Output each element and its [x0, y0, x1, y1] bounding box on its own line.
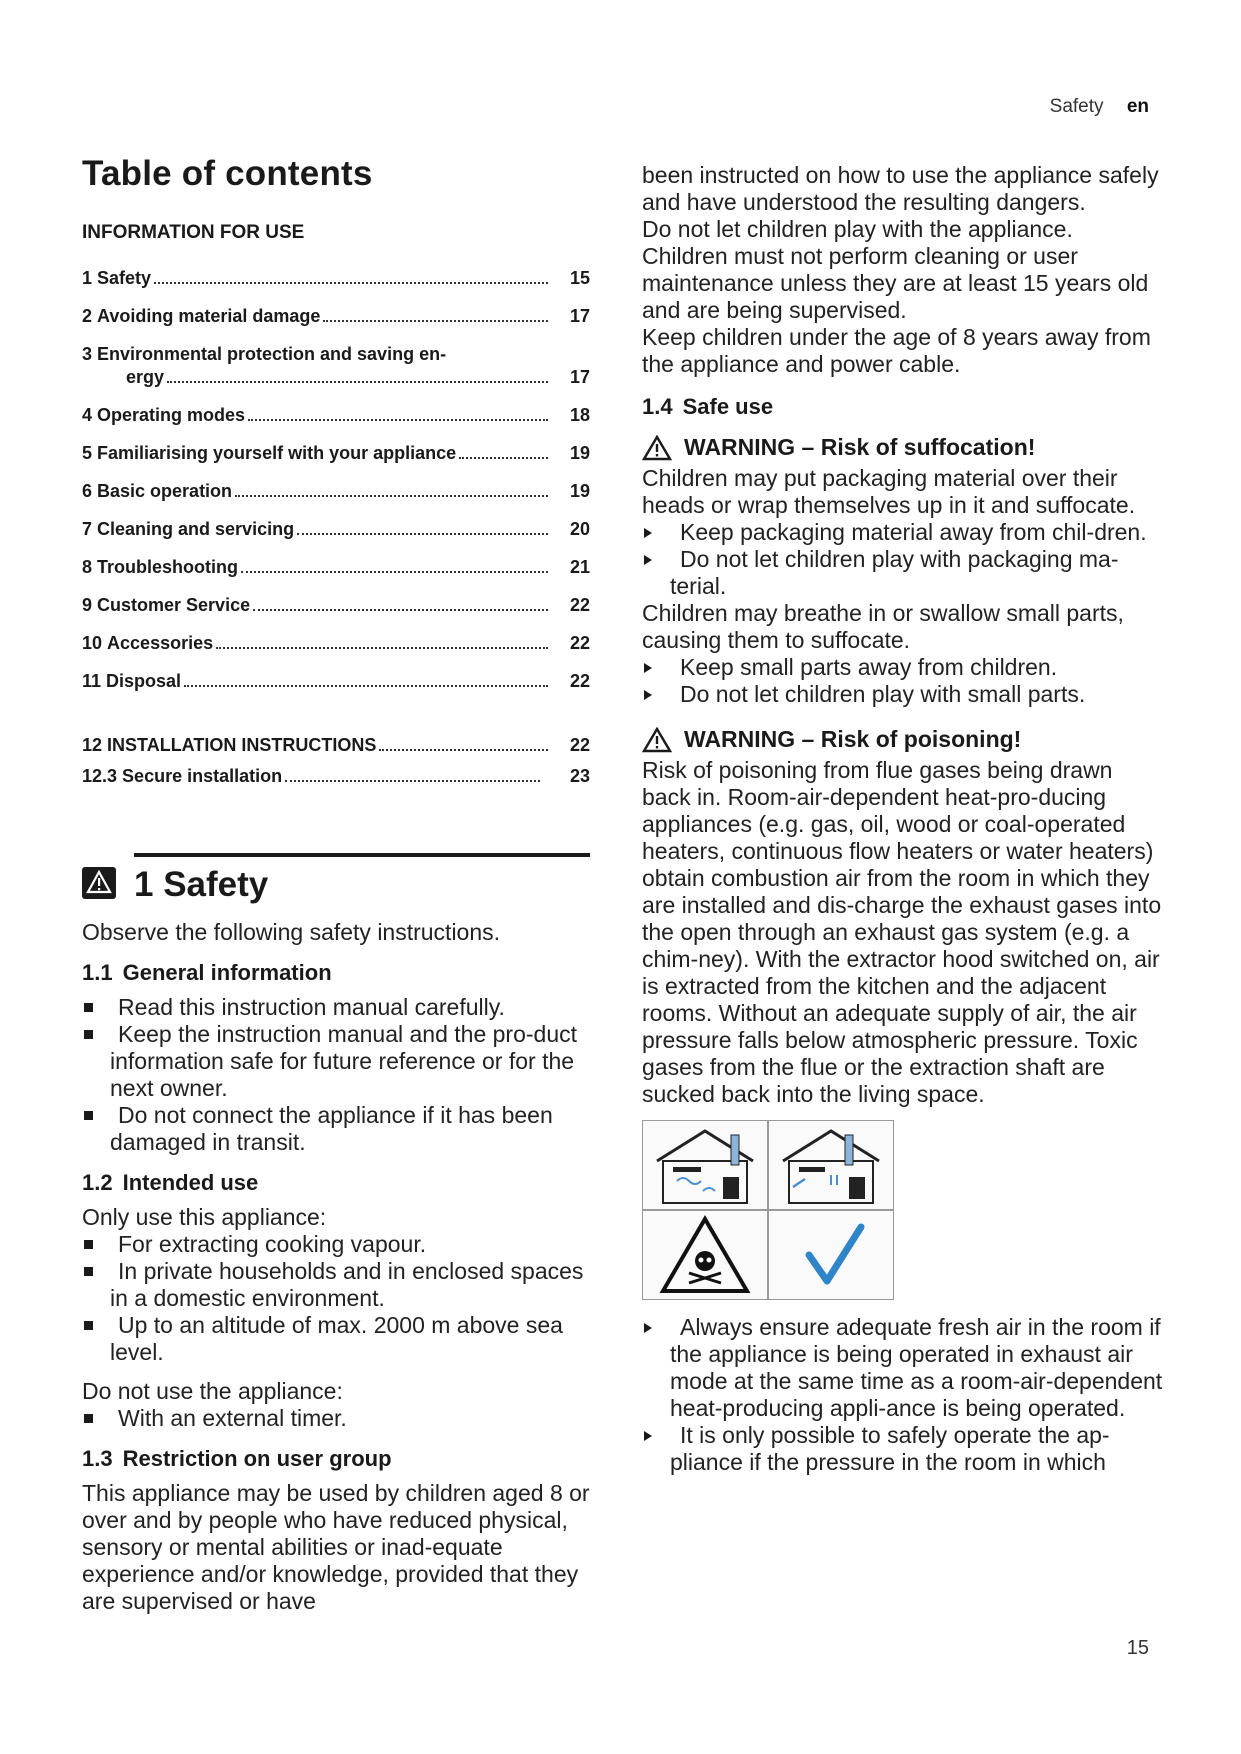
- restriction-paragraph-3: Children must not perform cleaning or user maintenance unless they are at least 15 years old and are being supervised.: [642, 243, 1149, 323]
- list-item: Read this instruction manual carefully.: [82, 994, 590, 1021]
- restriction-text-continued: been instructed on how to use the appliance safely and have understood the resulting dangers.: [642, 162, 1159, 215]
- toc-leader: [285, 780, 540, 782]
- toc-label: Accessories: [107, 633, 214, 653]
- toc-label: Familiarising yourself with your appliance: [97, 443, 457, 463]
- poisoning-actions: [642, 1314, 1167, 1476]
- warning-icon: [82, 867, 116, 899]
- toc-num: 6: [82, 481, 93, 501]
- toc-page: 19: [569, 481, 590, 501]
- restriction-paragraph-4: Keep children under the age of 8 years away from the appliance and power cable.: [642, 324, 1151, 377]
- triangle-bullet-icon: [644, 690, 652, 700]
- toc-entry-accessories[interactable]: [82, 633, 590, 654]
- list-item: Keep packaging material away from chil-dren.: [642, 519, 1167, 546]
- warning-text: Children may put packaging material over their heads or wrap themselves up in it and suffocate.: [642, 465, 1136, 518]
- general-list: [82, 994, 590, 1156]
- list-item: Do not let children play with small parts.: [642, 681, 1167, 708]
- toc-num: 12.3: [82, 766, 118, 786]
- toc-leader: [248, 419, 548, 421]
- house-extractor-illustration: [642, 1120, 768, 1210]
- toc-num: 11: [82, 671, 102, 691]
- toc-label: Cleaning and servicing: [97, 519, 295, 539]
- list-item: In private households and in enclosed spaces in a domestic environment.: [82, 1258, 590, 1312]
- toc-num: 9: [82, 595, 93, 615]
- toc-num: 4: [82, 405, 93, 425]
- list-item: Do not connect the appliance if it has been damaged in transit.: [82, 1102, 590, 1156]
- section-title-text: Safety: [163, 865, 269, 904]
- subhead-title: Intended use: [122, 1170, 259, 1195]
- subhead-number: 1.3: [82, 1446, 113, 1471]
- warning-text: Risk of poisoning from flue gases being drawn back in. Room-air-dependent heat-pro-ducing appliances (e.g. gas, oil, wood or coal-operated heaters, continuous flow heaters or water heaters) obtain combustion air from the room in which they are installed and dis-charge the exhaust gases into the open through an exhaust gas system (e.g. a chim-ney). With the extractor hood switched on, air is extracted from the kitchen and the adjacent rooms. Without an adequate supply of air, the air pressure falls below atmospheric pressure. Toxic gases from the flue or the extraction shaft are sucked back into the living space.: [642, 757, 1162, 1107]
- toc-leader: [167, 381, 548, 383]
- square-bullet-icon: [84, 1003, 93, 1012]
- toc-page: 19: [569, 443, 590, 463]
- toc-label: Secure installation: [122, 766, 283, 786]
- toc-title: Table of contents: [82, 154, 373, 193]
- triangle-bullet-icon: [644, 528, 652, 538]
- section-title: [134, 865, 268, 905]
- warning-triangle-icon: [642, 727, 672, 753]
- header-language: en: [1126, 96, 1149, 117]
- subhead-title: Restriction on user group: [122, 1446, 392, 1471]
- list-item: Keep the instruction manual and the pro-duct information safe for future reference or for the next owner.: [82, 1021, 590, 1102]
- toc-leader: [459, 457, 548, 459]
- toc-entry-secure-installation[interactable]: [82, 766, 590, 787]
- running-header: [1050, 96, 1149, 118]
- warning-title: WARNING – Risk of poisoning!: [684, 726, 1022, 752]
- toc-num: 8: [82, 557, 93, 577]
- toc-leader: [154, 282, 548, 284]
- warning-triangle-icon: [642, 435, 672, 461]
- subhead-number: 1.1: [82, 960, 113, 985]
- toc-leader: [235, 495, 548, 497]
- toc-page: 18: [569, 405, 590, 425]
- toc-label: Troubleshooting: [97, 557, 239, 577]
- list-item: Do not let children play with packaging ma-terial.: [642, 546, 1167, 600]
- toc-num: 12: [82, 735, 103, 755]
- square-bullet-icon: [84, 1414, 93, 1423]
- toc-entry-troubleshooting[interactable]: [82, 557, 590, 578]
- skull-warning-icon: [642, 1210, 768, 1300]
- square-bullet-icon: [84, 1111, 93, 1120]
- toc-page: 22: [569, 735, 590, 755]
- toc-leader: [379, 749, 548, 751]
- toc-page: 21: [569, 557, 590, 577]
- toc-entry-installation[interactable]: [82, 735, 590, 756]
- triangle-bullet-icon: [644, 1431, 652, 1441]
- toc-label: Basic operation: [97, 481, 233, 501]
- warning-title: WARNING – Risk of suffocation!: [684, 434, 1036, 460]
- subhead-intended-use: [82, 1170, 590, 1196]
- subhead-number: 1.2: [82, 1170, 113, 1195]
- toc-entry-safety[interactable]: [82, 268, 590, 289]
- toc-label: Operating modes: [97, 405, 246, 425]
- toc-entry-cleaning[interactable]: [82, 519, 590, 540]
- toc-label: Disposal: [106, 671, 182, 691]
- small-parts-actions: [642, 654, 1167, 708]
- intended-lead-2: Do not use the appliance:: [82, 1378, 343, 1404]
- toc-page: 17: [569, 306, 590, 326]
- intended-list: [82, 1231, 590, 1366]
- toc-list: [82, 268, 590, 692]
- subhead-restriction: [82, 1446, 590, 1472]
- toc-page: 17: [569, 367, 590, 387]
- page-number: 15: [1126, 1637, 1149, 1659]
- left-column: [82, 148, 590, 1615]
- triangle-bullet-icon: [644, 1323, 652, 1333]
- toc-label: Environmental protection and saving en-: [97, 344, 447, 364]
- warning-poisoning-heading: [642, 726, 1167, 753]
- triangle-bullet-icon: [644, 555, 652, 565]
- toc-page: 20: [569, 519, 590, 539]
- toc-label-cont: ergy: [126, 367, 165, 387]
- spacer: [82, 1366, 590, 1378]
- toc-entry-basic-operation[interactable]: [82, 481, 590, 502]
- suffocation-actions: [642, 519, 1167, 600]
- right-column: [642, 162, 1167, 1476]
- toc-entry-customer-service[interactable]: [82, 595, 590, 616]
- section-rule: [134, 853, 590, 857]
- list-item: For extracting cooking vapour.: [82, 1231, 590, 1258]
- square-bullet-icon: [84, 1321, 93, 1330]
- toc-entry-operating-modes[interactable]: [82, 405, 590, 426]
- square-bullet-icon: [84, 1030, 93, 1039]
- toc-label: Safety: [97, 268, 152, 288]
- subhead-safe-use: [642, 394, 1167, 420]
- toc-num: 2: [82, 306, 93, 326]
- warning-text-2: Children may breathe in or swallow small parts, causing them to suffocate.: [642, 600, 1124, 653]
- section-number: 1: [134, 865, 154, 904]
- toc-num: 10: [82, 633, 103, 653]
- toc-entry-familiarising[interactable]: [82, 443, 590, 464]
- warning-suffocation-heading: [642, 434, 1167, 461]
- toc-entry-disposal[interactable]: [82, 671, 590, 692]
- intended-list-2: [82, 1405, 590, 1432]
- triangle-bullet-icon: [644, 663, 652, 673]
- toc-num: 1: [82, 268, 93, 288]
- toc-num: 5: [82, 443, 93, 463]
- toc-page: 22: [569, 595, 590, 615]
- list-item: Keep small parts away from children.: [642, 654, 1167, 681]
- toc-label: Customer Service: [97, 595, 251, 615]
- intended-lead: Only use this appliance:: [82, 1204, 327, 1230]
- subhead-general: [82, 960, 590, 986]
- list-item: With an external timer.: [82, 1405, 590, 1432]
- safety-section-heading: [82, 853, 590, 911]
- toc-num: 3: [82, 344, 93, 364]
- subhead-title: Safe use: [682, 394, 774, 419]
- toc-page: 22: [569, 633, 590, 653]
- restriction-paragraph-2: Do not let children play with the appliance.: [642, 216, 1073, 242]
- toc-page: 15: [569, 268, 590, 288]
- toc-leader: [297, 533, 548, 535]
- subhead-number: 1.4: [642, 394, 673, 419]
- toc-heading: INFORMATION FOR USE: [82, 222, 305, 243]
- checkmark-icon: [768, 1210, 894, 1300]
- list-item: Always ensure adequate fresh air in the room if the appliance is being operated in exhaust air mode at the same time as a room-air-dependent heat-producing appli-ance is being operated.: [642, 1314, 1167, 1422]
- toc-entry-environment[interactable]: [82, 344, 590, 388]
- header-section: Safety: [1049, 96, 1104, 117]
- house-fresh-air-illustration: [768, 1120, 894, 1210]
- toc-label: Avoiding material damage: [97, 306, 321, 326]
- toc-page: 23: [569, 766, 590, 786]
- toc-leader: [216, 647, 548, 649]
- toc-leader: [253, 609, 548, 611]
- toc-page: 22: [569, 671, 590, 691]
- toc-leader: [323, 320, 548, 322]
- list-item: It is only possible to safely operate the ap-pliance if the pressure in the room in which: [642, 1422, 1167, 1476]
- list-item: Up to an altitude of max. 2000 m above sea level.: [82, 1312, 590, 1366]
- toc-spacer: [82, 709, 590, 735]
- toc-num: 7: [82, 519, 93, 539]
- toc-leader: [184, 685, 548, 687]
- subhead-title: General information: [122, 960, 332, 985]
- toc-entry-material-damage[interactable]: [82, 306, 590, 327]
- toc-list-installation: [82, 735, 590, 787]
- toc-leader: [241, 571, 548, 573]
- toc-label: INSTALLATION INSTRUCTIONS: [107, 735, 377, 755]
- square-bullet-icon: [84, 1240, 93, 1249]
- square-bullet-icon: [84, 1267, 93, 1276]
- restriction-text: This appliance may be used by children aged 8 or over and by people who have reduced physical, sensory or mental abilities or inad-equate experience and/or knowledge, provided that they are supervised or have: [82, 1480, 590, 1614]
- safety-intro: Observe the following safety instructions.: [82, 919, 501, 945]
- flue-gas-illustration: [642, 1120, 894, 1300]
